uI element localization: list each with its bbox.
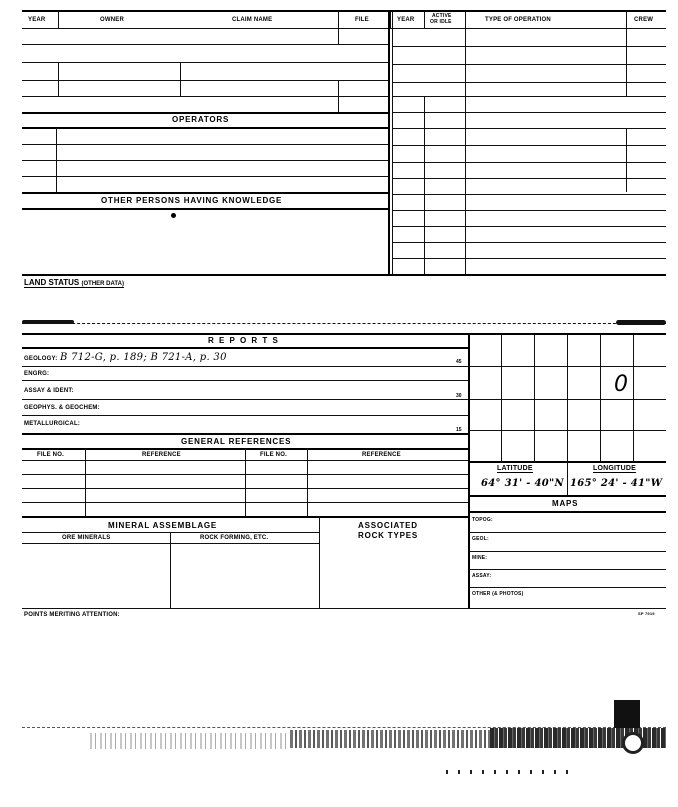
geology-label: GEOLOGY: <box>24 356 58 362</box>
operators-col-line <box>56 128 57 192</box>
maps-geol-label: GEOL: <box>472 536 489 542</box>
maps-top-rule <box>470 495 666 497</box>
operation-row-line <box>392 178 666 179</box>
header-divider <box>58 12 59 28</box>
owner-row-line <box>22 96 388 97</box>
operators-top-rule <box>22 112 388 114</box>
rock-types-label: ROCK TYPES <box>358 531 419 540</box>
operators-row-line <box>22 160 388 161</box>
header-active: ACTIVE <box>432 13 452 19</box>
operation-row-line <box>392 64 666 65</box>
other-persons-title: OTHER PERSONS HAVING KNOWLEDGE <box>101 196 283 205</box>
land-status-text: LAND STATUS <box>24 278 80 287</box>
operation-row-line <box>392 112 666 113</box>
other-persons-bottom-rule <box>22 208 388 210</box>
header-file: FILE <box>355 17 369 23</box>
grid-line <box>470 366 666 367</box>
header-divider <box>626 12 627 28</box>
header-bottom-rule <box>22 28 666 29</box>
associated-label: ASSOCIATED <box>358 521 418 530</box>
other-persons-top-rule <box>22 192 388 194</box>
operators-row-line <box>22 176 388 177</box>
longitude-value: 165° 24' - 41"W <box>570 478 663 489</box>
gen-ref-reference-1: REFERENCE <box>142 452 181 458</box>
scan-noise <box>290 730 490 748</box>
assay-label: ASSAY & IDENT: <box>24 388 74 394</box>
maps-row-line <box>470 569 666 570</box>
reports-title-bottom-rule <box>22 347 468 349</box>
operation-row-line <box>392 226 666 227</box>
top-table-bottom-rule <box>22 274 666 276</box>
operation-row-line <box>392 242 666 243</box>
general-references-title: GENERAL REFERENCES <box>181 437 292 446</box>
header-or-idle: OR IDLE <box>430 19 452 25</box>
gen-ref-col-line <box>307 448 308 516</box>
crew-col-line <box>626 28 627 46</box>
operators-bottom-rule <box>22 127 388 129</box>
scan-ring <box>622 732 644 754</box>
bullet-dot <box>171 213 176 218</box>
maps-title: MAPS <box>552 499 579 508</box>
owner-col-line <box>180 62 181 96</box>
reports-top-rule <box>22 333 666 335</box>
right-block-divider <box>468 333 470 608</box>
owner-col-line <box>58 62 59 96</box>
gen-ref-file-no-2: FILE NO. <box>260 452 287 458</box>
metallurgical-label: METALLURGICAL: <box>24 421 81 427</box>
grid-line <box>470 430 666 431</box>
latlong-divider <box>567 461 568 495</box>
header-year: YEAR <box>28 17 46 23</box>
reports-row-line <box>22 399 468 400</box>
file-col-line <box>338 28 339 44</box>
header-owner: OWNER <box>100 17 124 23</box>
operation-row-line <box>392 210 666 211</box>
grid-line <box>501 335 502 461</box>
operation-col-line <box>465 28 466 274</box>
operation-row-line <box>392 128 666 129</box>
reports-row-line <box>22 380 468 381</box>
reports-title: R E P O R T S <box>208 336 280 345</box>
latlong-top-rule <box>470 461 666 463</box>
scan-dots <box>446 770 576 774</box>
maps-title-rule <box>470 511 666 513</box>
owner-row-line <box>22 44 388 45</box>
header-divider <box>465 12 466 28</box>
header-year-2: YEAR <box>397 17 415 23</box>
ore-minerals-header: ORE MINERALS <box>62 535 111 541</box>
mineral-col-line <box>170 532 171 608</box>
maps-mine-label: MINE: <box>472 555 488 561</box>
lower-top-rule <box>22 323 666 324</box>
header-type-of-operation: TYPE OF OPERATION <box>485 17 551 23</box>
file-col-line <box>338 80 339 112</box>
latitude-label: LATITUDE <box>497 465 533 472</box>
mineral-col-line <box>319 516 320 608</box>
engrg-label: ENGRG: <box>24 371 50 377</box>
gen-ref-col-line <box>85 448 86 516</box>
rock-forming-header: ROCK FORMING, ETC. <box>200 535 269 541</box>
operation-row-line <box>392 82 666 83</box>
maps-assay-label: ASSAY: <box>472 573 492 579</box>
operation-col-line <box>424 96 425 274</box>
reports-bottom-rule <box>22 433 468 435</box>
geology-num: 45 <box>456 359 462 365</box>
header-divider <box>338 12 339 28</box>
gen-ref-reference-2: REFERENCE <box>362 452 401 458</box>
longitude-label: LONGITUDE <box>593 465 637 472</box>
maps-row-line <box>470 551 666 552</box>
operators-title: OPERATORS <box>172 115 230 124</box>
operation-row-line <box>392 194 666 195</box>
header-divider <box>424 12 425 28</box>
gen-ref-file-no-1: FILE NO. <box>37 452 64 458</box>
top-rule <box>22 10 666 12</box>
main-divider <box>388 12 390 274</box>
scan-block <box>614 700 640 728</box>
points-meriting-attention: POINTS MERITING ATTENTION: <box>24 612 120 618</box>
grid-mark: 0 <box>614 372 628 397</box>
mineral-assemblage-title: MINERAL ASSEMBLAGE <box>108 521 218 530</box>
maps-other-label: OTHER (& PHOTOS) <box>472 591 524 597</box>
owner-row-line <box>22 62 388 63</box>
maps-row-line <box>470 532 666 533</box>
operation-row-line <box>392 162 666 163</box>
operators-row-line <box>22 144 388 145</box>
operation-row-line <box>392 46 666 47</box>
grid-line <box>567 335 568 461</box>
crew-col-line <box>626 128 627 192</box>
maps-row-line <box>470 587 666 588</box>
grid-line <box>470 399 666 400</box>
maps-topog-label: TOPOG: <box>472 517 493 523</box>
crew-col-line <box>626 46 627 96</box>
grid-line <box>633 335 634 461</box>
assay-num: 30 <box>456 393 462 399</box>
scan-noise <box>90 733 290 749</box>
geology-value: B 712-G, p. 189; B 721-A, p. 30 <box>60 352 227 363</box>
geophys-label: GEOPHYS. & GEOCHEM: <box>24 405 100 411</box>
metallurgical-num: 15 <box>456 427 462 433</box>
land-status-sub: (OTHER DATA) <box>81 281 124 287</box>
header-divider <box>390 12 391 28</box>
grid-line <box>534 335 535 461</box>
latitude-value: 64° 31' - 40"N <box>481 478 564 489</box>
operation-row-line <box>392 96 666 97</box>
operation-row-line <box>392 145 666 146</box>
reports-row-line <box>22 366 468 367</box>
grid-line <box>600 335 601 461</box>
gen-ref-bottom-rule <box>22 516 468 518</box>
form-number: SP 7919 <box>638 611 655 616</box>
gen-ref-col-line <box>245 448 246 516</box>
operation-row-line <box>392 258 666 259</box>
lower-bottom-rule <box>22 608 666 609</box>
header-claim-name: CLAIM NAME <box>232 17 273 23</box>
main-divider-inner <box>392 12 393 274</box>
header-crew: CREW <box>634 17 654 23</box>
land-status-label <box>24 278 124 288</box>
reports-row-line <box>22 415 468 416</box>
owner-row-line <box>22 80 388 81</box>
